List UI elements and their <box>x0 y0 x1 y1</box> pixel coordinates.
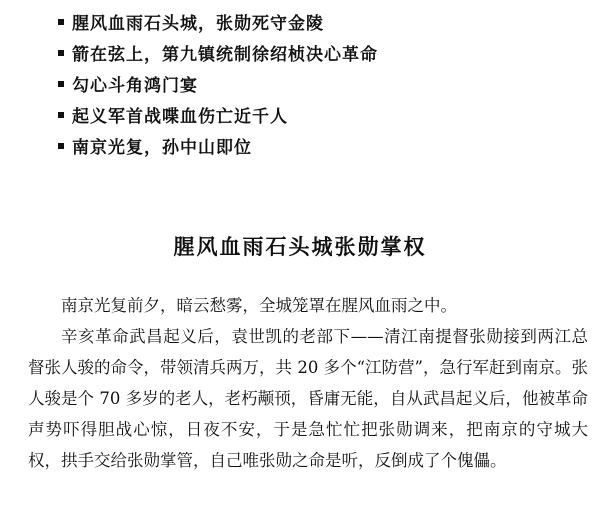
square-bullet-icon <box>58 19 64 25</box>
square-bullet-icon <box>58 143 64 149</box>
outline-item-text: 腥风血雨石头城，张勋死守金陵 <box>72 14 324 34</box>
body-text <box>28 290 588 476</box>
outline-item-text: 起义军首战喋血伤亡近千人 <box>72 107 288 127</box>
outline-item <box>58 6 378 37</box>
body-paragraph: 南京光复前夕，暗云愁雾，全城笼罩在腥风血雨之中。 <box>61 296 457 315</box>
body-paragraph: 辛亥革命武昌起义后，袁世凯的老部下——清江南提督张勋接到两江总督张人骏的命令，带领清兵两万，共 20 多个“江防营”，急行军赶到南京。张人骏是个 70 多岁的老人，老朽颟顸，昏庸无能，自从武昌起义后，他被革命声势吓得胆战心惊，日夜不安，于是急忙忙把张勋调来，把南京的守城大权，拱手交给张勋掌管，自己唯张勋之命是听，反倒成了个傀儡。 <box>28 327 588 470</box>
outline-item <box>58 130 378 161</box>
outline-item <box>58 99 378 130</box>
square-bullet-icon <box>58 112 64 118</box>
square-bullet-icon <box>58 50 64 56</box>
section-title: 腥风血雨石头城张勋掌权 <box>173 234 427 259</box>
square-bullet-icon <box>58 81 64 87</box>
outline-item-text: 勾心斗角鸿门宴 <box>72 76 198 96</box>
outline-item-text: 南京光复，孙中山即位 <box>72 138 252 158</box>
outline-item <box>58 37 378 68</box>
outline-item-text: 箭在弦上，第九镇统制徐绍桢决心革命 <box>72 45 378 65</box>
chapter-outline-list <box>58 6 378 161</box>
outline-item <box>58 68 378 99</box>
